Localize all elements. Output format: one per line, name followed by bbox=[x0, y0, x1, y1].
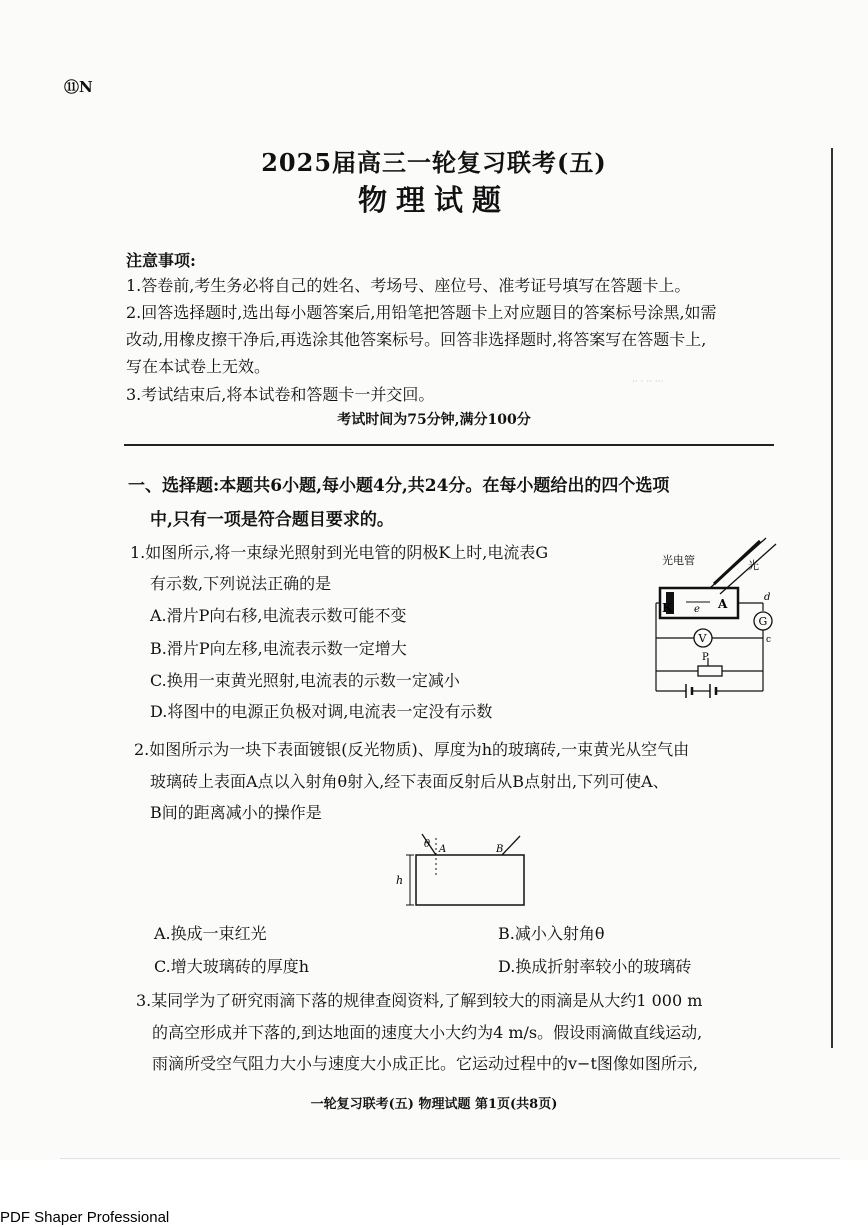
notice-item: 1.答卷前,考生务必将自己的姓名、考场号、座位号、准考证号填写在答题卡上。 bbox=[126, 276, 691, 295]
cathode-label: K bbox=[662, 601, 673, 615]
theta-label: θ bbox=[424, 839, 431, 850]
q1-option-a: A.滑片P向右移,电流表示数可能不变 bbox=[150, 606, 407, 625]
page-footer: 一轮复习联考(五) 物理试题 第1页(共8页) bbox=[310, 1097, 558, 1112]
notice-heading: 注意事项: bbox=[126, 251, 196, 270]
c-label: c bbox=[766, 635, 772, 645]
q2-option-b: B.减小入射角θ bbox=[498, 924, 605, 943]
light-label: 光 bbox=[748, 559, 759, 572]
section-heading: 一、选择题:本题共6小题,每小题4分,共24分。在每小题给出的四个选项 bbox=[128, 476, 670, 496]
q2-stem-cont: 玻璃砖上表面A点以入射角θ射入,经下表面反射后从B点射出,下列可使A、 bbox=[150, 772, 669, 791]
slider-label: P bbox=[702, 652, 709, 663]
exam-title: 2025届高三一轮复习联考(五) bbox=[261, 148, 607, 177]
q1-circuit-figure bbox=[648, 536, 783, 706]
section-heading-cont: 中,只有一项是符合题目要求的。 bbox=[150, 510, 394, 530]
q3-stem: 3.某同学为了研究雨滴下落的规律查阅资料,了解到较大的雨滴是从大约1 000 m bbox=[136, 991, 703, 1010]
notice-item: 3.考试结束后,将本试卷和答题卡一并交回。 bbox=[126, 385, 435, 404]
anode-label: A bbox=[718, 597, 728, 611]
q2-stem: 2.如图所示为一块下表面镀银(反光物质)、厚度为h的玻璃砖,一束黄光从空气由 bbox=[134, 740, 690, 759]
section-divider bbox=[124, 444, 774, 446]
q1-stem: 1.如图所示,将一束绿光照射到光电管的阴极K上时,电流表G bbox=[130, 543, 549, 562]
point-b-label: B bbox=[496, 844, 504, 855]
q2-glass-figure bbox=[392, 830, 537, 910]
binding-line bbox=[831, 148, 833, 1048]
q2-option-d: D.换成折射率较小的玻璃砖 bbox=[498, 957, 692, 976]
faint-smudge: ·· · ·· ··· bbox=[632, 377, 664, 387]
d-label: d bbox=[764, 592, 771, 603]
point-a-label: A bbox=[439, 844, 447, 855]
notice-item: 改动,用橡皮擦干净后,再选涂其他答案标号。回答非选择题时,将答案写在答题卡上, bbox=[126, 330, 707, 349]
q1-option-c: C.换用一束黄光照射,电流表的示数一定减小 bbox=[150, 671, 460, 690]
notice-item: 2.回答选择题时,选出每小题答案后,用铅笔把答题卡上对应题目的答案标号涂黑,如需 bbox=[126, 303, 717, 322]
voltmeter-label: V bbox=[698, 632, 707, 645]
subject-title: 物理试题 bbox=[357, 183, 510, 217]
time-info: 考试时间为75分钟,满分100分 bbox=[337, 412, 531, 428]
h-label: h bbox=[396, 874, 404, 887]
notice-item: 写在本试卷上无效。 bbox=[126, 357, 271, 376]
electron-label: e bbox=[694, 604, 700, 615]
page-edge-line bbox=[60, 1158, 840, 1159]
q3-stem-cont: 的高空形成并下落的,到达地面的速度大小大约为4 m/s。假设雨滴做直线运动, bbox=[152, 1023, 703, 1042]
q3-stem-cont2: 雨滴所受空气阻力大小与速度大小成正比。它运动过程中的v−t图像如图所示, bbox=[152, 1054, 698, 1073]
q1-option-d: D.将图中的电源正负极对调,电流表一定没有示数 bbox=[150, 702, 493, 721]
watermark-text: PDF Shaper Professional bbox=[0, 1209, 170, 1226]
q2-stem-cont2: B间的距离减小的操作是 bbox=[150, 803, 322, 822]
corner-mark: ⑪N bbox=[64, 78, 93, 96]
q2-option-c: C.增大玻璃砖的厚度h bbox=[154, 957, 310, 976]
q1-stem-cont: 有示数,下列说法正确的是 bbox=[150, 574, 332, 593]
q2-option-a: A.换成一束红光 bbox=[154, 924, 267, 943]
tube-label: 光电管 bbox=[662, 554, 695, 567]
galvanometer-label: G bbox=[758, 615, 768, 628]
q1-option-b: B.滑片P向左移,电流表示数一定增大 bbox=[150, 639, 407, 658]
